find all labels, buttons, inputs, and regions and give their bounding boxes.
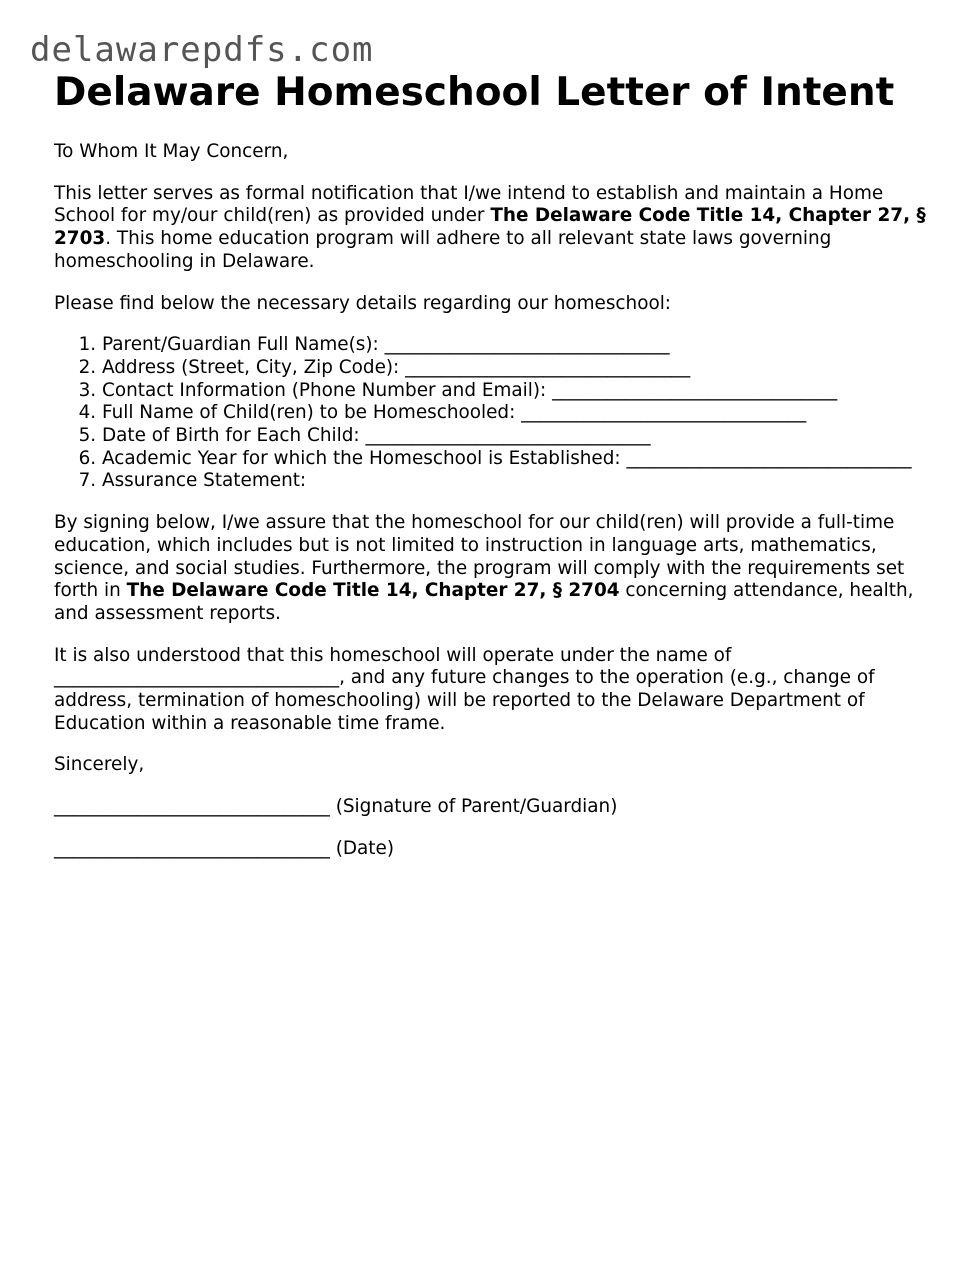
academic-year-blank[interactable]: _______________________________ bbox=[626, 447, 912, 469]
list-item-date-of-birth bbox=[102, 425, 934, 448]
item-label: Contact Information (Phone Number and Email): bbox=[102, 379, 553, 401]
item-label: Date of Birth for Each Child: bbox=[102, 425, 366, 447]
item-label: Parent/Guardian Full Name(s): bbox=[102, 334, 385, 356]
signature-blank[interactable]: ______________________________ bbox=[54, 796, 330, 818]
closing: Sincerely, bbox=[54, 754, 145, 776]
list-item-assurance bbox=[102, 470, 934, 493]
intro-paragraph bbox=[54, 183, 934, 274]
date-line bbox=[54, 838, 934, 861]
assurance-code-reference: The Delaware Code Title 14, Chapter 27, § 2704 bbox=[126, 580, 620, 602]
list-item-academic-year bbox=[102, 448, 934, 471]
date-blank[interactable]: ______________________________ bbox=[54, 837, 330, 859]
list-item-contact bbox=[102, 380, 934, 403]
page-title: Delaware Homeschool Letter of Intent bbox=[54, 70, 895, 115]
letter-body bbox=[54, 141, 934, 861]
intro-code-reference: The Delaware Code Title 14, Chapter 27, § 2703 bbox=[54, 205, 926, 250]
signature-line bbox=[54, 796, 934, 819]
address-blank[interactable]: _______________________________ bbox=[405, 356, 691, 378]
item-label: Address (Street, City, Zip Code): bbox=[102, 356, 406, 378]
assurance-paragraph bbox=[54, 512, 934, 626]
signature-label: (Signature of Parent/Guardian) bbox=[329, 796, 618, 818]
item-label: Full Name of Child(ren) to be Homeschooled: bbox=[102, 402, 522, 424]
salutation: To Whom It May Concern, bbox=[54, 141, 289, 162]
intro-text-2: . This home education program will adhere to all relevant state laws governing homeschooling in Delaware. bbox=[54, 228, 832, 272]
homeschool-name-blank[interactable]: _______________________________ bbox=[54, 667, 340, 689]
list-item-address bbox=[102, 357, 934, 380]
operation-text-1: It is also understood that this homeschool will operate under the name of bbox=[54, 644, 732, 666]
assurance-text-2: concerning attendance, health, and assessment reports. bbox=[54, 580, 914, 624]
item-label: Assurance Statement: bbox=[102, 470, 307, 492]
operation-text-2: , and any future changes to the operation (e.g., change of address, termination of homeschooling) will be reported to the Delaware Department of Education within a reasonable time frame. bbox=[54, 667, 875, 734]
intro-text-1: This letter serves as formal notification that I/we intend to establish and maintain a Home School for my/our child(ren) as provided under bbox=[54, 182, 884, 227]
operation-paragraph bbox=[54, 645, 934, 736]
details-intro: Please find below the necessary details regarding our homeschool: bbox=[54, 292, 672, 314]
date-of-birth-blank[interactable]: _______________________________ bbox=[365, 425, 651, 447]
item-label: Academic Year for which the Homeschool is Established: bbox=[102, 447, 627, 469]
contact-blank[interactable]: _______________________________ bbox=[552, 379, 838, 401]
parent-name-blank[interactable]: _______________________________ bbox=[384, 334, 670, 356]
list-item-parent-name bbox=[102, 334, 934, 357]
child-name-blank[interactable]: _______________________________ bbox=[521, 402, 807, 424]
details-list bbox=[54, 334, 934, 493]
watermark: delawarepdfs.com bbox=[30, 30, 374, 70]
date-label: (Date) bbox=[329, 837, 395, 859]
assurance-text-1: By signing below, I/we assure that the homeschool for our child(ren) will provide a full-time education, which includes but is not limited to instruction in language arts, mathematics, science, and social studies. Furthermore, the program will comply with the requirements set forth in bbox=[54, 512, 905, 602]
list-item-child-name bbox=[102, 402, 934, 425]
letter-page bbox=[54, 70, 934, 880]
